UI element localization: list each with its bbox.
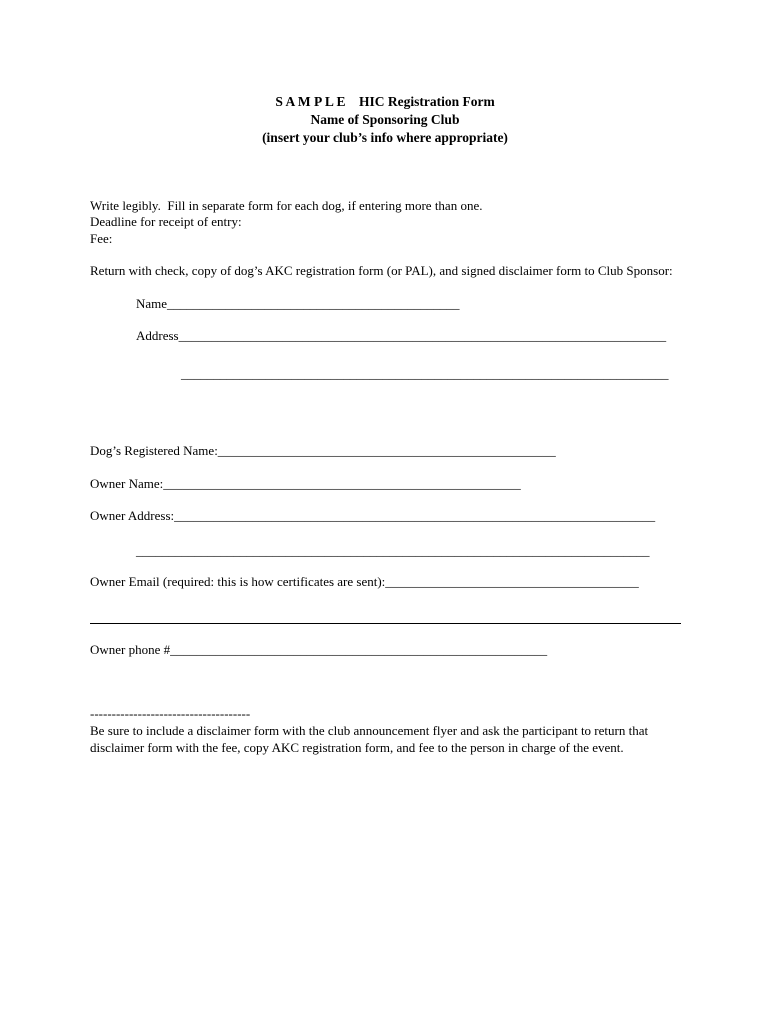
insert-info-note: (insert your club’s info where appropriate) [262, 130, 508, 145]
owner-address-line2-field[interactable]: _______________________________________________________________________________ [136, 543, 650, 558]
sponsor-address-field[interactable]: Address___________________________________________________________________________ [136, 328, 667, 343]
footnote-separator: ------------------------------------- [90, 706, 251, 721]
owner-name-field[interactable]: Owner Name:_______________________________________________________ [90, 476, 521, 491]
instructions-text: Write legibly. Fill in separate form for each dog, if entering more than one. [90, 198, 483, 213]
deadline-label: Deadline for receipt of entry: [90, 214, 242, 229]
disclaimer-note: Be sure to include a disclaimer form with the club announcement flyer and ask the participant to return that disclaimer form with the fee, copy AKC registration form, and fee to the person in charge of the event. [90, 723, 649, 755]
owner-address-field[interactable]: Owner Address:__________________________________________________________________________ [90, 508, 656, 523]
sponsor-address-line2-field[interactable]: ___________________________________________________________________________ [181, 366, 669, 381]
return-instructions: Return with check, copy of dog’s AKC registration form (or PAL), and signed disclaimer form to Club Sponsor: [90, 263, 673, 278]
owner-phone-field[interactable]: Owner phone #__________________________________________________________ [90, 642, 548, 657]
form-title: S A M P L E HIC Registration Form [275, 94, 495, 109]
sponsoring-club-heading: Name of Sponsoring Club [310, 112, 460, 127]
owner-email-field[interactable]: Owner Email (required: this is how certificates are sent):_______________________________________ [90, 574, 639, 589]
fee-label: Fee: [90, 231, 113, 246]
sponsor-name-field[interactable]: Name_____________________________________________ [136, 296, 460, 311]
dog-registered-name-field[interactable]: Dog’s Registered Name:____________________________________________________ [90, 443, 556, 458]
horizontal-divider [90, 623, 681, 624]
